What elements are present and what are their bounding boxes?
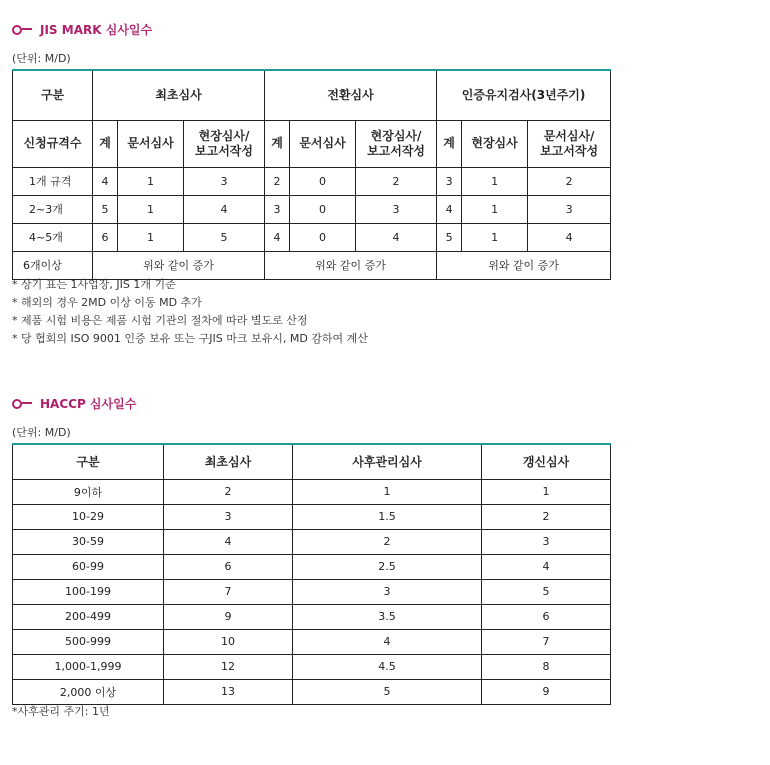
bullet-icon [12, 398, 34, 408]
jis-row-label: 1개 규격 [13, 167, 93, 195]
jis-cell: 0 [290, 167, 356, 195]
haccp-header-followup: 사후관리심사 [293, 444, 482, 479]
jis-note: * 당 협회의 ISO 9001 인증 보유 또는 구JIS 마크 보유시, MD 감하여 계산 [12, 332, 368, 345]
haccp-cell: 7 [482, 629, 611, 654]
jis-header-initial: 최초심사 [93, 70, 265, 120]
haccp-cell: 1.5 [293, 504, 482, 529]
haccp-cell: 3.5 [293, 604, 482, 629]
jis-cell: 0 [290, 223, 356, 251]
haccp-cell: 2 [293, 529, 482, 554]
haccp-row [13, 554, 611, 579]
haccp-row [13, 604, 611, 629]
jis-cell: 2 [356, 167, 437, 195]
jis-cell: 4 [437, 195, 462, 223]
haccp-cell-range: 10-29 [13, 504, 164, 529]
jis-header-transition-doc: 문서심사 [290, 120, 356, 167]
haccp-row [13, 479, 611, 504]
haccp-note: *사후관리 주기: 1년 [12, 705, 110, 718]
haccp-title-text: HACCP 심사일수 [40, 396, 137, 411]
haccp-cell: 9 [482, 679, 611, 704]
jis-header-initial-doc: 문서심사 [118, 120, 184, 167]
haccp-cell: 12 [164, 654, 293, 679]
jis-header-transition-total: 계 [265, 120, 290, 167]
jis-cell: 4 [184, 195, 265, 223]
jis-row [13, 167, 611, 195]
jis-row-last [13, 251, 611, 279]
jis-cell: 4 [93, 167, 118, 195]
jis-header-row-1 [13, 70, 611, 120]
jis-cell-initial-increase: 위와 같이 증가 [93, 251, 265, 279]
haccp-cell: 7 [164, 579, 293, 604]
jis-cell: 3 [437, 167, 462, 195]
haccp-cell: 3 [164, 504, 293, 529]
haccp-cell-range: 100-199 [13, 579, 164, 604]
jis-cell: 1 [118, 195, 184, 223]
haccp-cell: 5 [482, 579, 611, 604]
haccp-cell: 6 [482, 604, 611, 629]
haccp-cell-range: 500-999 [13, 629, 164, 654]
jis-cell: 1 [118, 223, 184, 251]
haccp-table [12, 443, 611, 705]
jis-header-category: 구분 [13, 70, 93, 120]
haccp-cell-range: 2,000 이상 [13, 679, 164, 704]
haccp-cell: 1 [482, 479, 611, 504]
haccp-cell: 4 [482, 554, 611, 579]
jis-cell: 5 [184, 223, 265, 251]
jis-row [13, 223, 611, 251]
haccp-cell: 6 [164, 554, 293, 579]
haccp-cell: 4 [164, 529, 293, 554]
jis-header-transition-onsite [356, 120, 437, 167]
haccp-row [13, 579, 611, 604]
bullet-icon [12, 24, 34, 34]
jis-cell: 1 [462, 195, 528, 223]
jis-header-maint-onsite: 현장심사 [462, 120, 528, 167]
jis-cell: 1 [462, 167, 528, 195]
onsite-report-label: 현장심사/ 보고서작성 [195, 128, 253, 158]
jis-header-transition: 전환심사 [265, 70, 437, 120]
haccp-unit-label: (단위: M/D) [12, 426, 71, 439]
haccp-cell: 5 [293, 679, 482, 704]
jis-cell: 4 [528, 223, 611, 251]
haccp-cell: 2 [164, 479, 293, 504]
jis-cell: 2 [528, 167, 611, 195]
haccp-row [13, 654, 611, 679]
jis-cell: 2 [265, 167, 290, 195]
haccp-row [13, 629, 611, 654]
haccp-cell: 4.5 [293, 654, 482, 679]
haccp-cell-range: 200-499 [13, 604, 164, 629]
haccp-cell-range: 9이하 [13, 479, 164, 504]
onsite-report-label: 현장심사/ 보고서작성 [367, 128, 426, 158]
haccp-row [13, 504, 611, 529]
jis-cell-maint-increase: 위와 같이 증가 [437, 251, 611, 279]
jis-header-maint-doc [528, 120, 611, 167]
haccp-cell: 10 [164, 629, 293, 654]
jis-header-initial-onsite [184, 120, 265, 167]
haccp-header-renewal: 갱신심사 [482, 444, 611, 479]
jis-note: * 제품 시험 비용은 제품 시험 기관의 절차에 따라 별도로 산정 [12, 314, 308, 327]
jis-note: * 상기 표는 1사업장, JIS 1개 기준 [12, 278, 176, 291]
jis-cell: 4 [265, 223, 290, 251]
haccp-cell: 3 [293, 579, 482, 604]
jis-unit-label: (단위: M/D) [12, 52, 71, 65]
haccp-header-row [13, 444, 611, 479]
haccp-cell-range: 1,000-1,999 [13, 654, 164, 679]
jis-header-row-2 [13, 120, 611, 167]
jis-cell: 1 [462, 223, 528, 251]
jis-cell: 3 [184, 167, 265, 195]
haccp-cell: 13 [164, 679, 293, 704]
jis-cell: 6 [93, 223, 118, 251]
jis-header-initial-total: 계 [93, 120, 118, 167]
jis-title-text: JIS MARK 심사일수 [40, 22, 153, 37]
jis-cell-transition-increase: 위와 같이 증가 [265, 251, 437, 279]
haccp-cell: 4 [293, 629, 482, 654]
haccp-cell: 2.5 [293, 554, 482, 579]
jis-cell: 4 [356, 223, 437, 251]
jis-notes [12, 276, 368, 348]
haccp-cell: 9 [164, 604, 293, 629]
jis-cell: 3 [356, 195, 437, 223]
haccp-cell: 1 [293, 479, 482, 504]
jis-row-label: 2~3개 [13, 195, 93, 223]
jis-section-title [12, 20, 152, 38]
haccp-cell-range: 30-59 [13, 529, 164, 554]
jis-note: * 해외의 경우 2MD 이상 이동 MD 추가 [12, 296, 202, 309]
jis-cell: 3 [528, 195, 611, 223]
jis-row-label: 4~5개 [13, 223, 93, 251]
jis-row [13, 195, 611, 223]
haccp-cell: 8 [482, 654, 611, 679]
jis-header-maint-total: 계 [437, 120, 462, 167]
jis-table [12, 69, 611, 280]
haccp-cell: 3 [482, 529, 611, 554]
jis-header-row-label: 신청규격수 [13, 120, 93, 167]
haccp-cell-range: 60-99 [13, 554, 164, 579]
haccp-cell: 2 [482, 504, 611, 529]
doc-report-label: 문서심사/ 보고서작성 [540, 128, 599, 158]
jis-cell: 5 [93, 195, 118, 223]
haccp-header-category: 구분 [13, 444, 164, 479]
haccp-row [13, 679, 611, 704]
haccp-header-initial: 최초심사 [164, 444, 293, 479]
jis-cell: 3 [265, 195, 290, 223]
haccp-row [13, 529, 611, 554]
haccp-section-title [12, 394, 136, 412]
jis-cell: 0 [290, 195, 356, 223]
jis-cell: 5 [437, 223, 462, 251]
jis-row-label: 6개이상 [13, 251, 93, 279]
jis-header-maintenance: 인증유지검사(3년주기) [437, 70, 611, 120]
jis-cell: 1 [118, 167, 184, 195]
